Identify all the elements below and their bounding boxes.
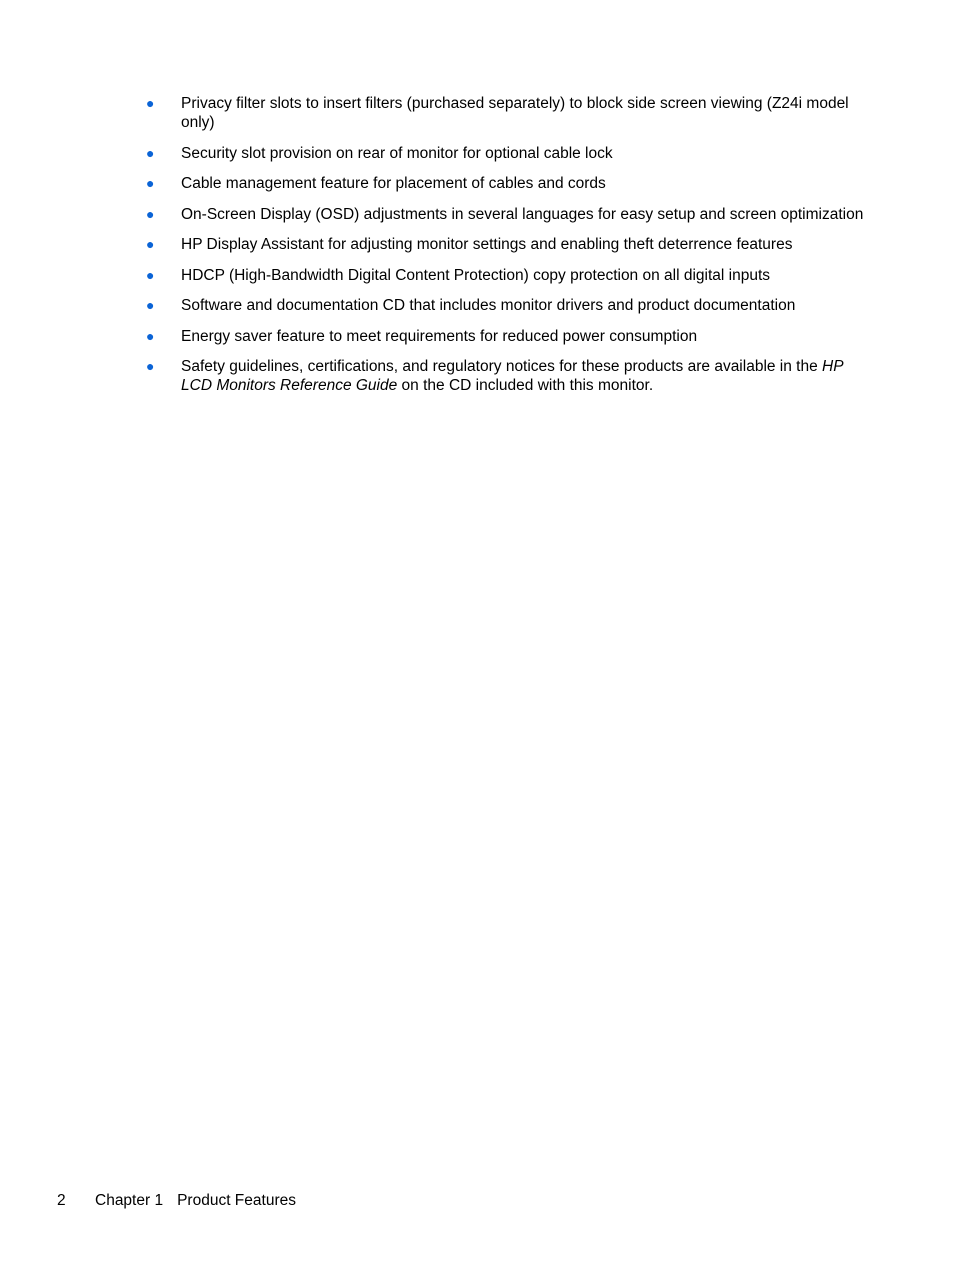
page-number: 2 — [57, 1192, 66, 1209]
list-item-text: Cable management feature for placement of cables and cords — [181, 175, 606, 192]
page-footer — [57, 1191, 296, 1210]
bullet-icon: ● — [146, 95, 155, 111]
list-item-text: Privacy filter slots to insert filters (purchased separately) to block side screen viewing (Z24i model only) — [181, 95, 849, 131]
list-item-text — [181, 358, 843, 394]
footer-section-title: Product Features — [177, 1192, 296, 1209]
list-item — [0, 357, 954, 395]
list-item — [0, 235, 954, 254]
list-item-text: HP Display Assistant for adjusting monitor settings and enabling theft deterrence features — [181, 236, 793, 253]
list-item — [0, 266, 954, 285]
reference-guide-title: HP LCD Monitors Reference Guide — [181, 358, 844, 394]
list-item-text: Energy saver feature to meet requirements for reduced power consumption — [181, 327, 698, 345]
list-item-text-after: on the CD included with this monitor. — [397, 377, 654, 394]
list-item-text: HDCP (High-Bandwidth Digital Content Protection) copy protection on all digital inputs — [181, 266, 771, 284]
list-item-text: Software and documentation CD that includes monitor drivers and product documentation — [181, 297, 796, 314]
bullet-icon: ● — [146, 236, 155, 252]
bullet-icon: ● — [146, 297, 155, 313]
list-item — [0, 205, 954, 224]
list-item — [0, 94, 954, 132]
feature-list — [0, 94, 954, 407]
list-item-text: Security slot provision on rear of monitor for optional cable lock — [181, 144, 613, 162]
bullet-icon: ● — [146, 144, 155, 161]
bullet-icon: ● — [146, 205, 155, 222]
list-item — [0, 144, 954, 163]
list-item-text: On-Screen Display (OSD) adjustments in several languages for easy setup and screen optimization — [181, 205, 864, 223]
bullet-icon: ● — [146, 175, 155, 191]
list-item — [0, 174, 954, 193]
footer-chapter: Chapter 1 — [95, 1192, 164, 1209]
list-item — [0, 296, 954, 315]
bullet-icon: ● — [146, 266, 155, 283]
list-item-text-before: Safety guidelines, certifications, and regulatory notices for these products are available in the — [181, 358, 823, 375]
bullet-icon: ● — [146, 327, 155, 344]
list-item — [0, 327, 954, 346]
bullet-icon: ● — [146, 358, 155, 374]
